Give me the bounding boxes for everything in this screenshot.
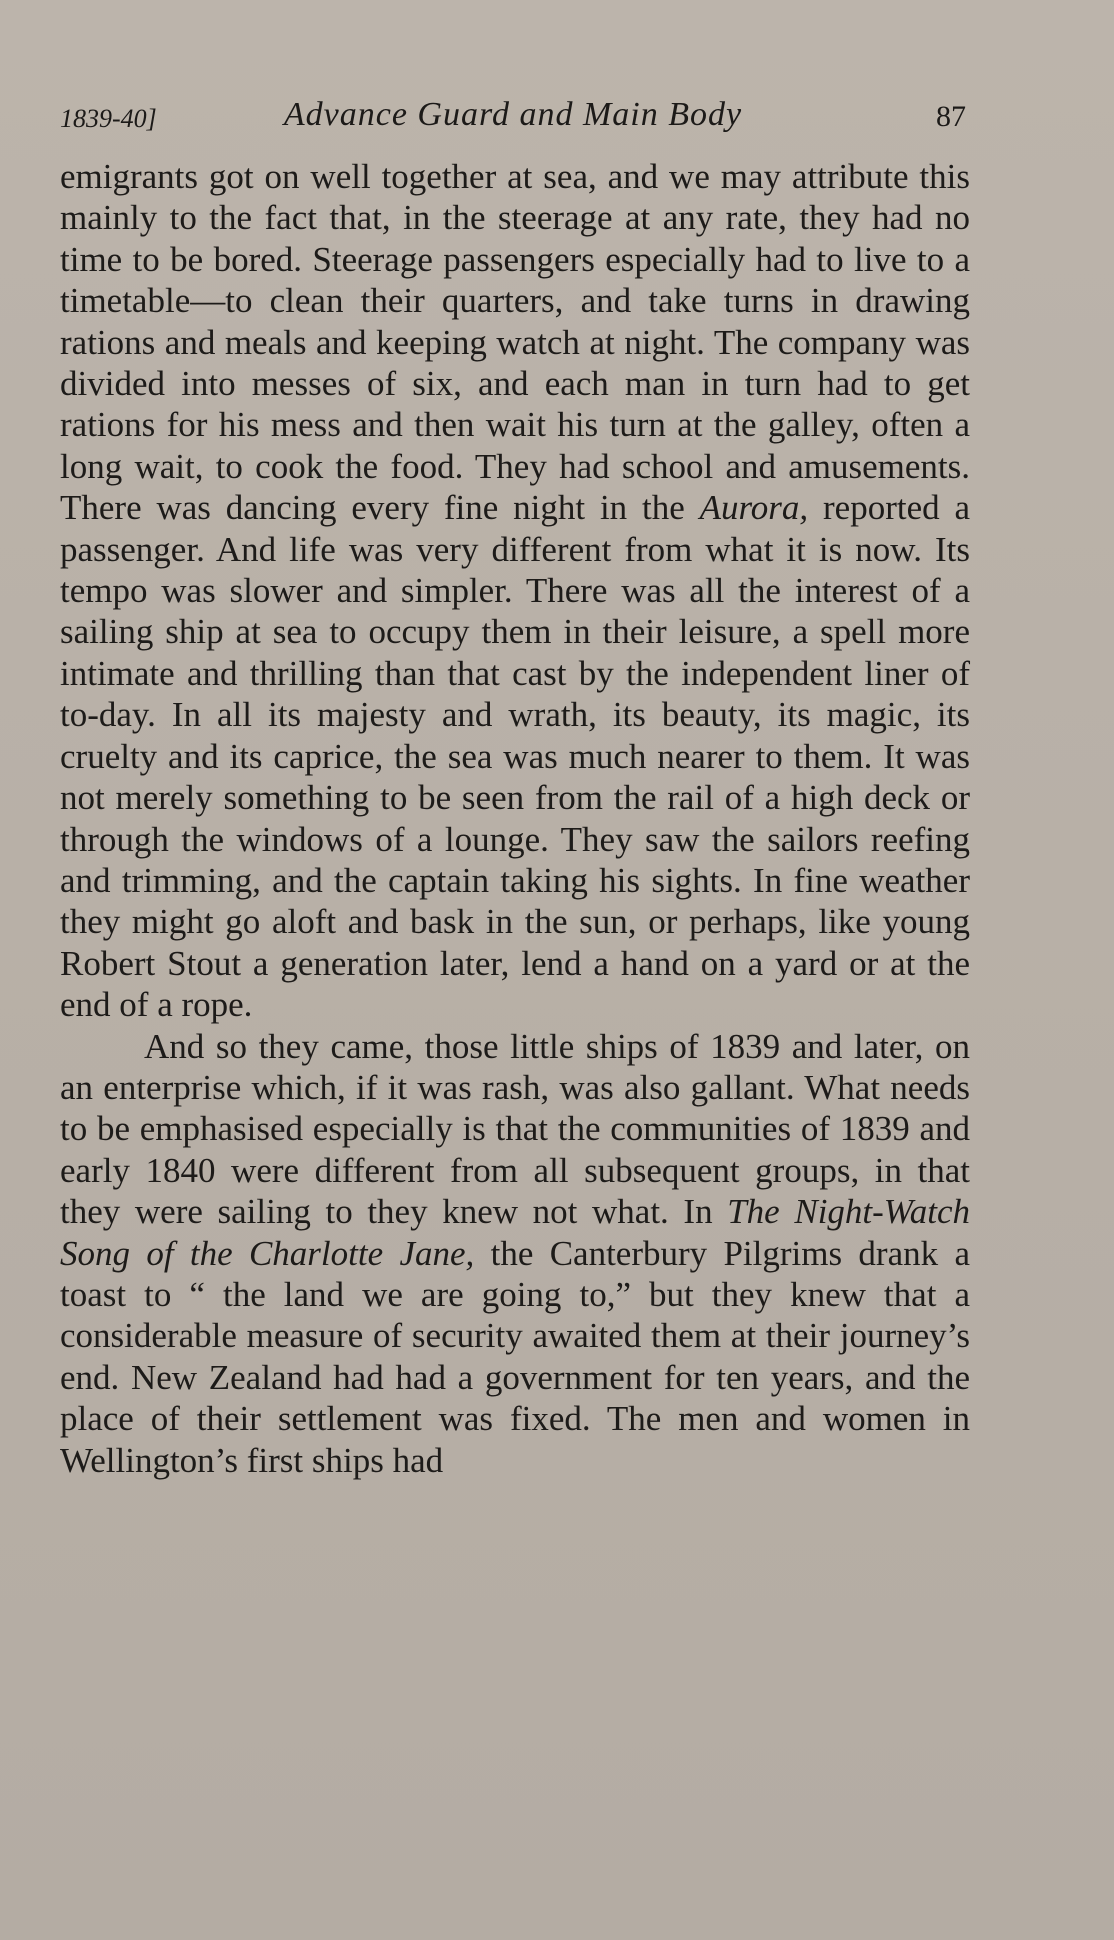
paragraph-1-text-a: emigrants got on well together at sea, and we may attribute this mainly to the fact that, in the steerage at any rate, they had no time to be bored. Steerage passengers especially had to live to a timetable—to clean their quarters, and take turns in drawing rations and meals and keeping watch at night. The company was divided into messes of six, and each man in turn had to get rations for his mess and then wait his turn at the galley, often a long wait, to cook the food. They had school and amusements. There was dancing every fine night in the	[60, 157, 970, 528]
paragraph-2-text-a: And so they came, those little ships of 1839 and later, on an enterprise which, if it was rash, was also gallant. What needs to be emphasised especially is that the communities of 1839 and early 1840 were different from all subsequent groups, in that they were sailing to they knew not what. In	[60, 1026, 970, 1232]
ship-name-aurora: Aurora,	[699, 488, 809, 528]
song-title: The Night-Watch Song of the Charlotte Jane,	[60, 1192, 970, 1273]
paragraph-2	[60, 1026, 970, 1481]
chapter-title: Advance Guard and Main Body	[283, 96, 743, 133]
paragraph-2-text-b: the Canterbury Pilgrims drank a toast to “ the land we are going to,” but they knew that a considerable measure of security awaited them at their journey’s end. New Zealand had had a government for ten years, and the place of their settlement was fixed. The men and women in Wellington’s first ships had	[60, 1233, 970, 1480]
body-text	[60, 156, 970, 1481]
header-years: 1839-40]	[60, 104, 157, 133]
running-head	[60, 96, 966, 140]
paragraph-1-text-b: reported a passenger. And life was very different from what it is now. Its tempo was slower and simpler. There was all the interest of a sailing ship at sea to occupy them in their leisure, a spell more intimate and thrilling than that cast by the independent liner of to-day. In all its majesty and wrath, its beauty, its magic, its cruelty and its caprice, the sea was much nearer to them. It was not merely something to be seen from the rail of a high deck or through the windows of a lounge. They saw the sailors reefing and trimming, and the captain taking his sights. In fine weather they might go aloft and bask in the sun, or perhaps, like young Robert Stout a generation later, lend a hand on a yard or at the end of a rope.	[60, 488, 971, 1025]
paragraph-1	[60, 156, 970, 1026]
page-number: 87	[936, 100, 966, 133]
